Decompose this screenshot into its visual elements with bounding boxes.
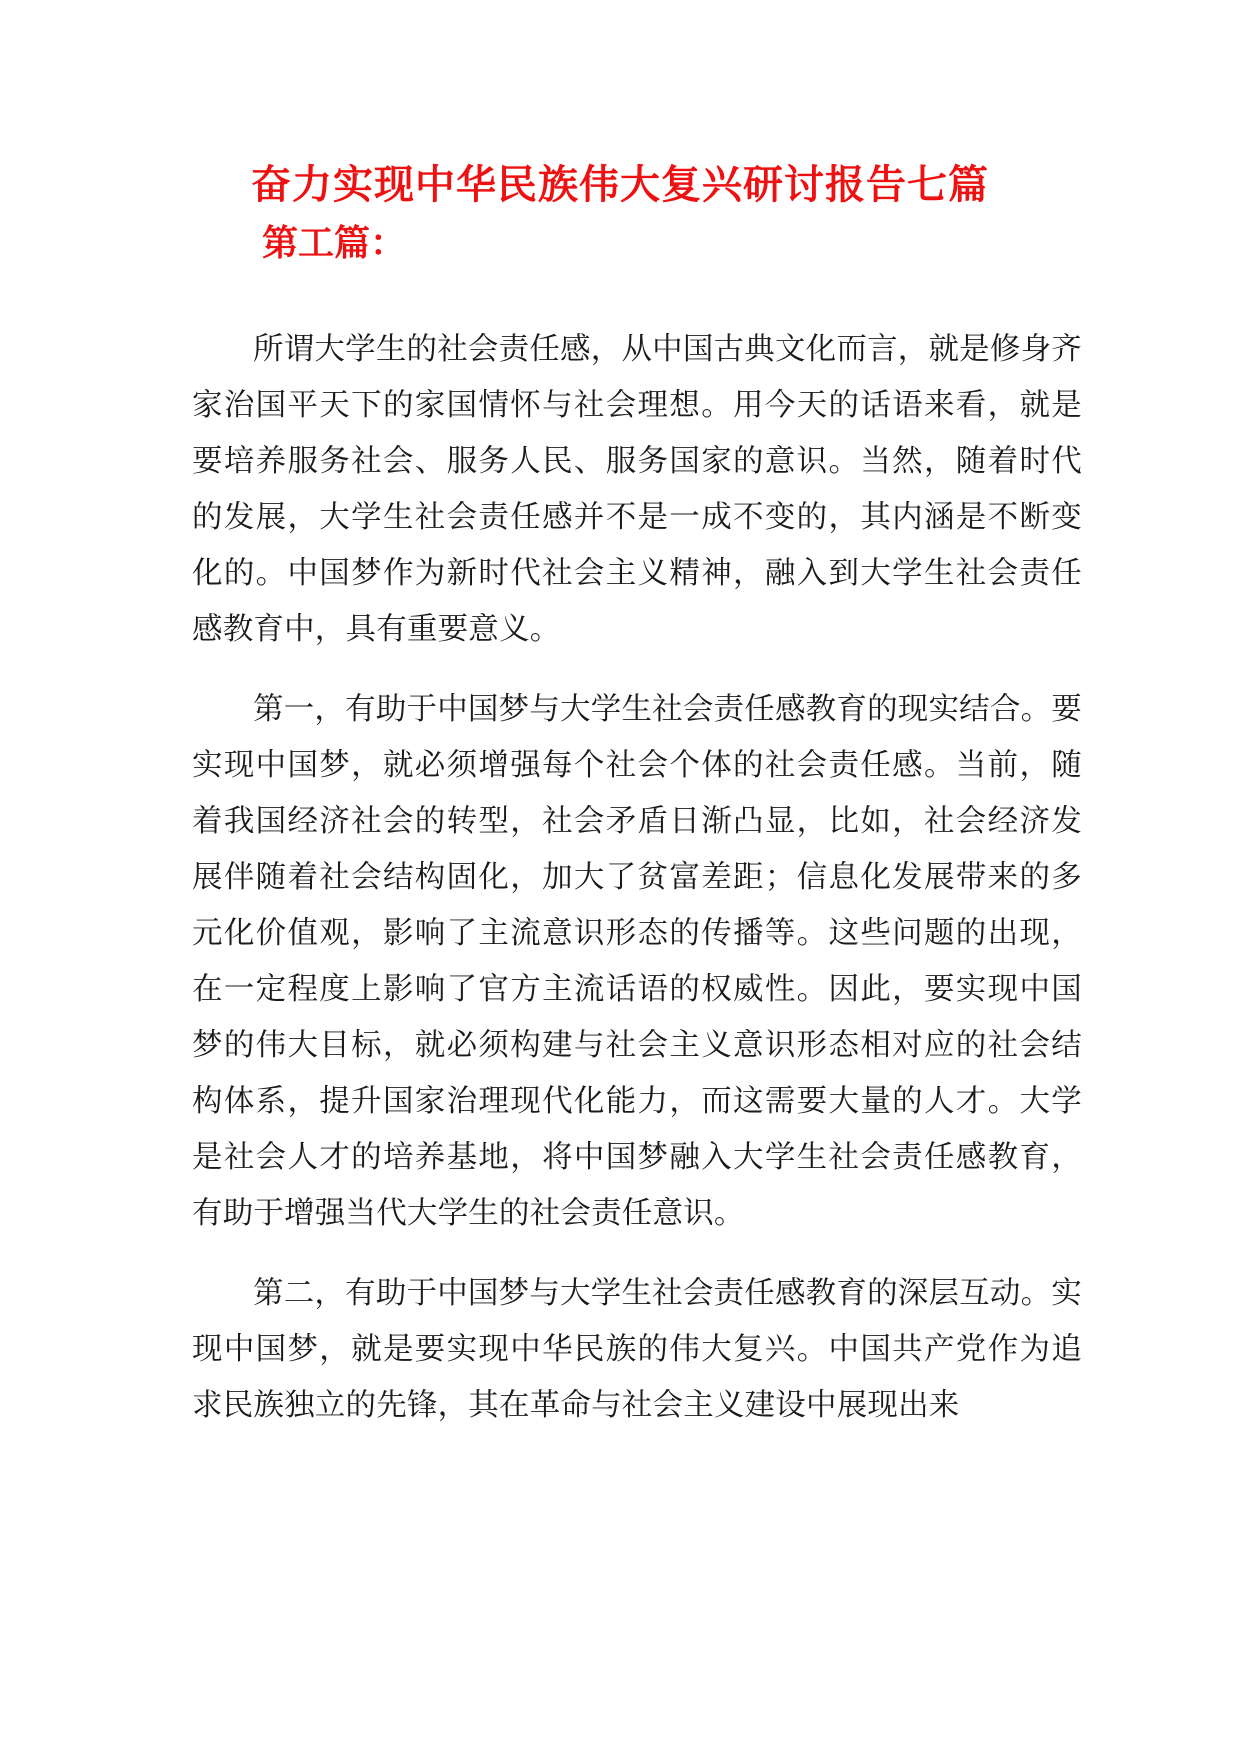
paragraph-second-point: 第二，有助于中国梦与大学生社会责任感教育的深层互动。实现中国梦，就是要实现中华民族的伟大复兴。中国共产党作为追求民族独立的先锋，其在革命与社会主义建设中展现出来 bbox=[192, 1276, 1082, 1423]
section-heading: 第工篇： bbox=[262, 222, 407, 264]
document-title: 奋力实现中华民族伟大复兴研讨报告七篇 bbox=[251, 161, 989, 208]
paragraph-first-point: 第一，有助于中国梦与大学生社会责任感教育的现实结合。要实现中国梦，就必须增强每个社会个体的社会责任感。当前，随着我国经济社会的转型，社会矛盾日渐凸显，比如，社会经济发展伴随着社会结构固化，加大了贫富差距；信息化发展带来的多元化价值观，影响了主流意识形态的传播等。这些问题的出现，在一定程度上影响了官方主流话语的权威性。因此，要实现中国梦的伟大目标，就必须构建与社会主义意识形态相对应的社会结构体系，提升国家治理现代化能力，而这需要大量的人才。大学是社会人才的培养基地，将中国梦融入大学生社会责任感教育，有助于增强当代大学生的社会责任意识。 bbox=[192, 692, 1082, 1231]
document-body bbox=[192, 322, 1082, 1458]
paragraph-intro: 所谓大学生的社会责任感，从中国古典文化而言，就是修身齐家治国平天下的家国情怀与社会理想。用今天的话语来看，就是要培养服务社会、服务人民、服务国家的意识。当然，随着时代的发展，大学生社会责任感并不是一成不变的，其内涵是不断变化的。中国梦作为新时代社会主义精神，融入到大学生社会责任感教育中，具有重要意义。 bbox=[192, 332, 1082, 647]
